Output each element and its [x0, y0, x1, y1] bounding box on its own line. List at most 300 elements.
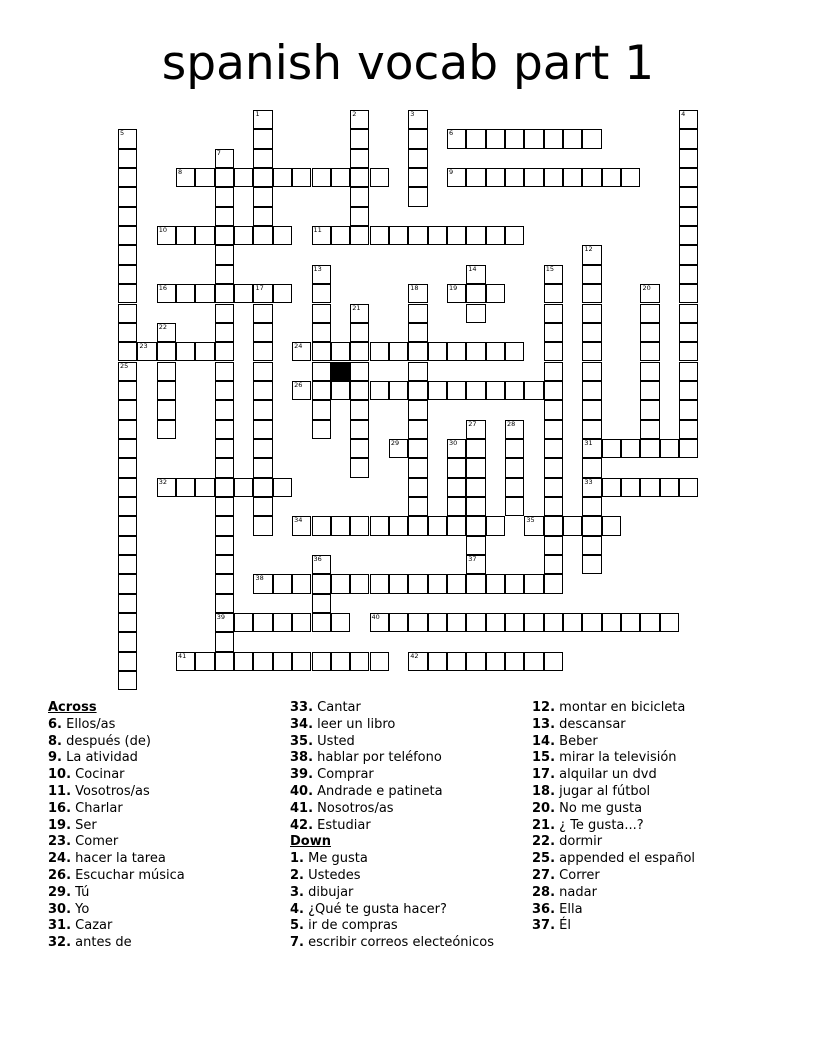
grid-cell[interactable] — [428, 613, 447, 632]
grid-cell[interactable] — [370, 613, 389, 632]
grid-cell[interactable] — [447, 381, 466, 400]
grid-cell[interactable] — [679, 439, 698, 458]
grid-cell[interactable] — [350, 458, 369, 477]
grid-cell[interactable] — [524, 613, 543, 632]
grid-cell[interactable] — [505, 439, 524, 458]
grid-cell[interactable] — [118, 516, 137, 535]
grid-cell[interactable] — [118, 632, 137, 651]
grid-cell[interactable] — [273, 168, 292, 187]
grid-cell[interactable] — [234, 168, 253, 187]
grid-cell[interactable] — [640, 613, 659, 632]
grid-cell[interactable] — [621, 613, 640, 632]
grid-cell[interactable] — [215, 323, 234, 342]
grid-cell[interactable] — [408, 323, 427, 342]
grid-cell[interactable] — [118, 381, 137, 400]
grid-cell[interactable] — [215, 516, 234, 535]
grid-cell[interactable] — [428, 652, 447, 671]
grid-cell[interactable] — [679, 478, 698, 497]
grid-cell[interactable] — [350, 574, 369, 593]
grid-cell[interactable] — [253, 458, 272, 477]
grid-cell[interactable] — [408, 110, 427, 129]
grid-cell[interactable] — [331, 342, 350, 361]
grid-cell[interactable] — [176, 478, 195, 497]
grid-cell[interactable] — [292, 381, 311, 400]
grid-cell[interactable] — [157, 478, 176, 497]
grid-cell[interactable] — [408, 168, 427, 187]
grid-cell[interactable] — [176, 284, 195, 303]
grid-cell[interactable] — [253, 304, 272, 323]
grid-cell[interactable] — [253, 478, 272, 497]
grid-cell[interactable] — [215, 168, 234, 187]
grid-cell[interactable] — [118, 478, 137, 497]
grid-cell[interactable] — [447, 652, 466, 671]
grid-cell[interactable] — [408, 516, 427, 535]
grid-cell[interactable] — [157, 284, 176, 303]
grid-cell[interactable] — [253, 168, 272, 187]
grid-cell[interactable] — [544, 323, 563, 342]
grid-cell[interactable] — [312, 168, 331, 187]
grid-cell[interactable] — [660, 613, 679, 632]
grid-cell[interactable] — [312, 594, 331, 613]
grid-cell[interactable] — [312, 652, 331, 671]
grid-cell[interactable] — [408, 381, 427, 400]
grid-cell[interactable] — [408, 342, 427, 361]
grid-cell[interactable] — [640, 362, 659, 381]
grid-cell[interactable] — [486, 652, 505, 671]
grid-cell[interactable] — [350, 168, 369, 187]
grid-cell[interactable] — [253, 574, 272, 593]
grid-cell[interactable] — [350, 381, 369, 400]
grid-cell[interactable] — [466, 420, 485, 439]
grid-cell[interactable] — [215, 574, 234, 593]
grid-cell[interactable] — [408, 439, 427, 458]
grid-cell[interactable] — [195, 284, 214, 303]
grid-cell[interactable] — [350, 149, 369, 168]
grid-cell[interactable] — [602, 613, 621, 632]
grid-cell[interactable] — [505, 381, 524, 400]
grid-cell[interactable] — [331, 168, 350, 187]
grid-cell[interactable] — [118, 613, 137, 632]
grid-cell[interactable] — [679, 284, 698, 303]
grid-cell[interactable] — [389, 439, 408, 458]
grid-cell[interactable] — [157, 226, 176, 245]
grid-cell[interactable] — [582, 304, 601, 323]
grid-cell[interactable] — [195, 226, 214, 245]
grid-cell[interactable] — [447, 284, 466, 303]
grid-cell[interactable] — [544, 478, 563, 497]
grid-cell[interactable] — [350, 652, 369, 671]
grid-cell[interactable] — [563, 129, 582, 148]
grid-cell[interactable] — [273, 284, 292, 303]
grid-cell[interactable] — [524, 574, 543, 593]
grid-cell[interactable] — [350, 110, 369, 129]
grid-cell[interactable] — [215, 187, 234, 206]
grid-cell[interactable] — [408, 304, 427, 323]
grid-cell[interactable] — [640, 420, 659, 439]
grid-cell[interactable] — [370, 342, 389, 361]
grid-cell[interactable] — [118, 420, 137, 439]
grid-cell[interactable] — [466, 342, 485, 361]
grid-cell[interactable] — [447, 516, 466, 535]
grid-cell[interactable] — [544, 168, 563, 187]
grid-cell[interactable] — [582, 458, 601, 477]
grid-cell[interactable] — [215, 265, 234, 284]
grid-cell[interactable] — [408, 613, 427, 632]
grid-cell[interactable] — [466, 439, 485, 458]
grid-cell[interactable] — [350, 207, 369, 226]
grid-cell[interactable] — [389, 226, 408, 245]
grid-cell[interactable] — [253, 420, 272, 439]
grid-cell[interactable] — [505, 574, 524, 593]
grid-cell[interactable] — [582, 536, 601, 555]
grid-cell[interactable] — [447, 574, 466, 593]
grid-cell[interactable] — [447, 458, 466, 477]
grid-cell[interactable] — [544, 458, 563, 477]
grid-cell[interactable] — [408, 400, 427, 419]
grid-cell[interactable] — [447, 342, 466, 361]
grid-cell[interactable] — [660, 478, 679, 497]
grid-cell[interactable] — [582, 420, 601, 439]
grid-cell[interactable] — [118, 400, 137, 419]
grid-cell[interactable] — [408, 478, 427, 497]
grid-cell[interactable] — [157, 420, 176, 439]
grid-cell[interactable] — [582, 381, 601, 400]
grid-cell[interactable] — [312, 516, 331, 535]
grid-cell[interactable] — [524, 168, 543, 187]
grid-cell[interactable] — [679, 226, 698, 245]
grid-cell[interactable] — [215, 613, 234, 632]
grid-cell[interactable] — [466, 536, 485, 555]
grid-cell[interactable] — [466, 284, 485, 303]
grid-cell[interactable] — [679, 420, 698, 439]
grid-cell[interactable] — [408, 574, 427, 593]
grid-cell[interactable] — [389, 574, 408, 593]
grid-cell[interactable] — [447, 613, 466, 632]
grid-cell[interactable] — [292, 574, 311, 593]
grid-cell[interactable] — [118, 652, 137, 671]
grid-cell[interactable] — [563, 168, 582, 187]
grid-cell[interactable] — [408, 652, 427, 671]
grid-cell[interactable] — [544, 304, 563, 323]
grid-cell[interactable] — [640, 284, 659, 303]
grid-cell[interactable] — [331, 516, 350, 535]
grid-cell[interactable] — [408, 497, 427, 516]
grid-cell[interactable] — [253, 342, 272, 361]
grid-cell[interactable] — [505, 497, 524, 516]
grid-cell[interactable] — [486, 381, 505, 400]
grid-cell[interactable] — [292, 168, 311, 187]
grid-cell[interactable] — [273, 226, 292, 245]
grid-cell[interactable] — [679, 245, 698, 264]
grid-cell[interactable] — [544, 516, 563, 535]
grid-cell[interactable] — [370, 516, 389, 535]
grid-cell[interactable] — [544, 652, 563, 671]
grid-cell[interactable] — [118, 245, 137, 264]
grid-cell[interactable] — [118, 226, 137, 245]
grid-cell[interactable] — [640, 400, 659, 419]
grid-cell[interactable] — [118, 342, 137, 361]
grid-cell[interactable] — [273, 478, 292, 497]
grid-cell[interactable] — [292, 516, 311, 535]
grid-cell[interactable] — [118, 536, 137, 555]
grid-cell[interactable] — [466, 613, 485, 632]
grid-cell[interactable] — [428, 516, 447, 535]
grid-cell[interactable] — [253, 226, 272, 245]
grid-cell[interactable] — [118, 594, 137, 613]
grid-cell[interactable] — [312, 362, 331, 381]
grid-cell[interactable] — [215, 245, 234, 264]
grid-cell[interactable] — [350, 516, 369, 535]
grid-cell[interactable] — [312, 304, 331, 323]
grid-cell[interactable] — [350, 420, 369, 439]
grid-cell[interactable] — [215, 555, 234, 574]
grid-cell[interactable] — [253, 516, 272, 535]
grid-cell[interactable] — [234, 478, 253, 497]
grid-cell[interactable] — [215, 632, 234, 651]
grid-cell[interactable] — [486, 226, 505, 245]
grid-cell[interactable] — [679, 362, 698, 381]
grid-cell[interactable] — [195, 652, 214, 671]
grid-cell[interactable] — [234, 284, 253, 303]
grid-cell[interactable] — [466, 652, 485, 671]
grid-cell[interactable] — [505, 168, 524, 187]
grid-cell[interactable] — [389, 516, 408, 535]
grid-cell[interactable] — [447, 129, 466, 148]
grid-cell[interactable] — [118, 149, 137, 168]
grid-cell[interactable] — [253, 362, 272, 381]
grid-cell[interactable] — [350, 342, 369, 361]
grid-cell[interactable] — [292, 652, 311, 671]
grid-cell[interactable] — [640, 439, 659, 458]
grid-cell[interactable] — [602, 516, 621, 535]
grid-cell[interactable] — [118, 207, 137, 226]
grid-cell[interactable] — [563, 516, 582, 535]
grid-cell[interactable] — [350, 362, 369, 381]
grid-cell[interactable] — [350, 304, 369, 323]
grid-cell[interactable] — [312, 323, 331, 342]
grid-cell[interactable] — [118, 574, 137, 593]
grid-cell[interactable] — [370, 574, 389, 593]
grid-cell[interactable] — [679, 110, 698, 129]
grid-cell[interactable] — [312, 342, 331, 361]
grid-cell[interactable] — [466, 497, 485, 516]
grid-cell[interactable] — [486, 516, 505, 535]
grid-cell[interactable] — [582, 478, 601, 497]
grid-cell[interactable] — [253, 613, 272, 632]
grid-cell[interactable] — [466, 168, 485, 187]
grid-cell[interactable] — [408, 149, 427, 168]
grid-cell[interactable] — [215, 420, 234, 439]
grid-cell[interactable] — [253, 187, 272, 206]
grid-cell[interactable] — [215, 284, 234, 303]
grid-cell[interactable] — [679, 149, 698, 168]
grid-cell[interactable] — [253, 323, 272, 342]
grid-cell[interactable] — [118, 168, 137, 187]
grid-cell[interactable] — [408, 284, 427, 303]
grid-cell[interactable] — [582, 245, 601, 264]
grid-cell[interactable] — [524, 652, 543, 671]
grid-cell[interactable] — [253, 400, 272, 419]
grid-cell[interactable] — [176, 652, 195, 671]
grid-cell[interactable] — [215, 226, 234, 245]
grid-cell[interactable] — [215, 497, 234, 516]
grid-cell[interactable] — [582, 400, 601, 419]
grid-cell[interactable] — [215, 207, 234, 226]
grid-cell[interactable] — [602, 478, 621, 497]
grid-cell[interactable] — [312, 574, 331, 593]
grid-cell[interactable] — [312, 613, 331, 632]
grid-cell[interactable] — [447, 226, 466, 245]
grid-cell[interactable] — [582, 323, 601, 342]
grid-cell[interactable] — [253, 497, 272, 516]
grid-cell[interactable] — [331, 226, 350, 245]
grid-cell[interactable] — [370, 381, 389, 400]
grid-cell[interactable] — [350, 323, 369, 342]
grid-cell[interactable] — [544, 555, 563, 574]
grid-cell[interactable] — [389, 381, 408, 400]
grid-cell[interactable] — [621, 478, 640, 497]
grid-cell[interactable] — [679, 342, 698, 361]
grid-cell[interactable] — [331, 613, 350, 632]
grid-cell[interactable] — [447, 497, 466, 516]
grid-cell[interactable] — [350, 187, 369, 206]
grid-cell[interactable] — [466, 265, 485, 284]
grid-cell[interactable] — [602, 168, 621, 187]
grid-cell[interactable] — [312, 381, 331, 400]
grid-cell[interactable] — [157, 362, 176, 381]
grid-cell[interactable] — [118, 284, 137, 303]
grid-cell[interactable] — [118, 458, 137, 477]
grid-cell[interactable] — [679, 187, 698, 206]
grid-cell[interactable] — [582, 168, 601, 187]
grid-cell[interactable] — [215, 594, 234, 613]
grid-cell[interactable] — [176, 226, 195, 245]
grid-cell[interactable] — [118, 439, 137, 458]
grid-cell[interactable] — [253, 381, 272, 400]
grid-cell[interactable] — [331, 574, 350, 593]
grid-cell[interactable] — [582, 613, 601, 632]
grid-cell[interactable] — [408, 458, 427, 477]
grid-cell[interactable] — [389, 342, 408, 361]
grid-cell[interactable] — [544, 574, 563, 593]
grid-cell[interactable] — [253, 439, 272, 458]
grid-cell[interactable] — [234, 652, 253, 671]
grid-cell[interactable] — [679, 400, 698, 419]
grid-cell[interactable] — [331, 652, 350, 671]
grid-cell[interactable] — [312, 284, 331, 303]
grid-cell[interactable] — [486, 284, 505, 303]
grid-cell[interactable] — [544, 129, 563, 148]
grid-cell[interactable] — [505, 342, 524, 361]
grid-cell[interactable] — [505, 420, 524, 439]
grid-cell[interactable] — [447, 439, 466, 458]
grid-cell[interactable] — [524, 381, 543, 400]
grid-cell[interactable] — [582, 265, 601, 284]
grid-cell[interactable] — [621, 439, 640, 458]
grid-cell[interactable] — [466, 555, 485, 574]
grid-cell[interactable] — [428, 342, 447, 361]
grid-cell[interactable] — [370, 226, 389, 245]
grid-cell[interactable] — [195, 168, 214, 187]
grid-cell[interactable] — [176, 168, 195, 187]
grid-cell[interactable] — [118, 671, 137, 690]
grid-cell[interactable] — [466, 304, 485, 323]
grid-cell[interactable] — [640, 304, 659, 323]
grid-cell[interactable] — [505, 458, 524, 477]
grid-cell[interactable] — [408, 226, 427, 245]
grid-cell[interactable] — [563, 613, 582, 632]
grid-cell[interactable] — [253, 284, 272, 303]
grid-cell[interactable] — [582, 284, 601, 303]
grid-cell[interactable] — [253, 110, 272, 129]
grid-cell[interactable] — [640, 381, 659, 400]
grid-cell[interactable] — [215, 149, 234, 168]
grid-cell[interactable] — [292, 613, 311, 632]
grid-cell[interactable] — [466, 574, 485, 593]
grid-cell[interactable] — [544, 400, 563, 419]
grid-cell[interactable] — [408, 362, 427, 381]
grid-cell[interactable] — [215, 304, 234, 323]
grid-cell[interactable] — [176, 342, 195, 361]
grid-cell[interactable] — [524, 516, 543, 535]
grid-cell[interactable] — [466, 516, 485, 535]
grid-cell[interactable] — [118, 362, 137, 381]
grid-cell[interactable] — [350, 400, 369, 419]
grid-cell[interactable] — [215, 458, 234, 477]
grid-cell[interactable] — [292, 342, 311, 361]
grid-cell[interactable] — [118, 497, 137, 516]
grid-cell[interactable] — [505, 226, 524, 245]
grid-cell[interactable] — [273, 574, 292, 593]
grid-cell[interactable] — [544, 497, 563, 516]
grid-cell[interactable] — [486, 574, 505, 593]
grid-cell[interactable] — [466, 381, 485, 400]
grid-cell[interactable] — [118, 265, 137, 284]
grid-cell[interactable] — [312, 555, 331, 574]
grid-cell[interactable] — [447, 478, 466, 497]
grid-cell[interactable] — [679, 265, 698, 284]
grid-cell[interactable] — [582, 362, 601, 381]
grid-cell[interactable] — [118, 323, 137, 342]
grid-cell[interactable] — [118, 555, 137, 574]
grid-cell[interactable] — [466, 129, 485, 148]
grid-cell[interactable] — [157, 400, 176, 419]
grid-cell[interactable] — [544, 420, 563, 439]
grid-cell[interactable] — [215, 652, 234, 671]
grid-cell[interactable] — [486, 168, 505, 187]
grid-cell[interactable] — [195, 342, 214, 361]
grid-cell[interactable] — [505, 613, 524, 632]
grid-cell[interactable] — [253, 129, 272, 148]
grid-cell[interactable] — [428, 574, 447, 593]
grid-cell[interactable] — [679, 207, 698, 226]
grid-cell[interactable] — [679, 304, 698, 323]
grid-cell[interactable] — [350, 226, 369, 245]
grid-cell[interactable] — [544, 284, 563, 303]
grid-cell[interactable] — [253, 652, 272, 671]
grid-cell[interactable] — [370, 168, 389, 187]
grid-cell[interactable] — [679, 381, 698, 400]
grid-cell[interactable] — [544, 362, 563, 381]
grid-cell[interactable] — [389, 613, 408, 632]
grid-cell[interactable] — [544, 536, 563, 555]
grid-cell[interactable] — [679, 129, 698, 148]
grid-cell[interactable] — [215, 400, 234, 419]
grid-cell[interactable] — [544, 342, 563, 361]
grid-cell[interactable] — [234, 226, 253, 245]
grid-cell[interactable] — [679, 168, 698, 187]
grid-cell[interactable] — [312, 420, 331, 439]
